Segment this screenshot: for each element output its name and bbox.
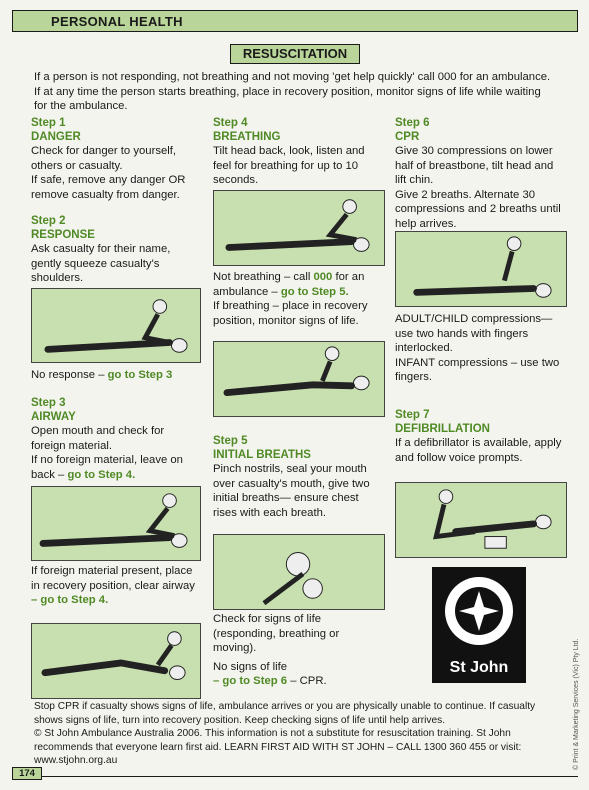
step-number: Step 6 xyxy=(395,117,430,129)
step-name: DEFIBRILLATION xyxy=(395,423,490,435)
step-6 xyxy=(395,116,567,231)
step-4-result: Not breathing – call 000 for an ambulance – go to Step 5. If breathing – place in recovery position, monitor signs of life. xyxy=(213,271,368,327)
defibrillator-icon xyxy=(396,483,566,557)
illustration-cpr xyxy=(395,231,567,307)
step-name: BREATHING xyxy=(213,131,281,143)
step-4 xyxy=(213,116,385,188)
goto-step-4-link: – go to Step 4. xyxy=(31,594,109,606)
logo-text: St John xyxy=(449,659,509,676)
footer-note: Stop CPR if casualty shows signs of life, ambulance arrives or you are physically unable to continue. If casualty shows signs of life, turn into recovery position. Keep checking signs of life until help arrives. xyxy=(34,701,536,726)
step-number: Step 7 xyxy=(395,409,430,421)
footer-copyright: © St John Ambulance Australia 2006. This information is not a substitute for resuscitation training. St John recommends that everyone learn first aid. LEARN FIRST AID WITH ST JOHN – CALL 1300 360 455 or visit: www.stjohn.org.au xyxy=(34,728,522,766)
step-6-result: ADULT/CHILD compressions—use two hands with fingers interlocked. INFANT compressions – use two fingers. xyxy=(395,313,560,383)
illustration-breathing xyxy=(213,190,385,266)
page-title: RESUSCITATION xyxy=(230,44,360,64)
step-text: Check for danger to yourself, others or casualty. xyxy=(31,145,177,172)
goto-step-6-link: – go to Step 6 xyxy=(213,675,288,687)
step-text: If a defibrillator is available, apply and follow voice prompts. xyxy=(395,437,562,464)
step-7 xyxy=(395,408,567,465)
step-number: Step 5 xyxy=(213,435,248,447)
step-number: Step 4 xyxy=(213,117,248,129)
footer xyxy=(34,700,559,768)
step-text: Give 2 breaths. Alternate 30 compressions and 2 breaths until help arrives. xyxy=(395,188,561,230)
illustration-defibrillation xyxy=(395,482,567,558)
intro-text: If a person is not responding, not breathing and not moving 'get help quickly' call 000 for an ambulance. If at any time the person starts breathing, place in recovery position, monitor signs of life while waiting for the ambulance. xyxy=(34,71,551,112)
section-header xyxy=(12,10,578,32)
side-credit: © Print & Marketing Services (Vic) Pty Ltd. xyxy=(573,638,580,770)
step-5-result: Check for signs of life (responding, breathing or moving). No signs of life – go to Step 6 – CPR. xyxy=(213,613,340,687)
step-text: Ask casualty for their name, gently squeeze casualty's shoulders. xyxy=(31,243,171,284)
recovery-position-icon xyxy=(214,342,384,416)
goto-step-5-link: go to Step 5. xyxy=(280,285,349,298)
illustration-response xyxy=(31,288,201,363)
step-name: AIRWAY xyxy=(31,411,76,423)
illustration-airway xyxy=(31,486,201,561)
step-text: If safe, remove any danger OR remove casualty from danger. xyxy=(31,174,186,201)
bottom-divider xyxy=(42,776,578,777)
casualty-figure-icon xyxy=(32,487,200,560)
step-1 xyxy=(31,116,201,202)
step-3-result: If foreign material present, place in recovery position, clear airway – go to Step 4. xyxy=(31,565,195,606)
cpr-compression-icon xyxy=(396,232,566,306)
casualty-figure-icon xyxy=(32,289,200,362)
step-text: Pinch nostrils, seal your mouth over casualty's mouth, give two initial breaths— ensure chest rises with each breath. xyxy=(213,463,370,519)
step-2-result: No response – go to Step 3 xyxy=(31,369,173,381)
recovery-position-icon xyxy=(32,624,200,698)
step-name: INITIAL BREATHS xyxy=(213,449,311,461)
goto-step-3-link: go to Step 3 xyxy=(107,369,173,381)
illustration-recovery xyxy=(31,623,201,699)
step-text: If no foreign material, leave on back – go to Step 4. xyxy=(31,454,183,481)
step-number: Step 3 xyxy=(31,397,66,409)
illustration-recovery-2 xyxy=(213,341,385,417)
step-5 xyxy=(213,434,385,520)
step-name: CPR xyxy=(395,131,420,143)
illustration-initial-breaths xyxy=(213,534,385,610)
goto-step-4-link: go to Step 4. xyxy=(67,468,136,481)
step-name: DANGER xyxy=(31,131,81,143)
step-text: Open mouth and check for foreign material. xyxy=(31,425,165,452)
page-number: 174 xyxy=(12,767,42,780)
mouth-to-mouth-icon xyxy=(214,535,384,609)
step-number: Step 2 xyxy=(31,215,66,227)
step-text: Give 30 compressions on lower half of breastbone, tilt head and lift chin. xyxy=(395,145,554,186)
step-number: Step 1 xyxy=(31,117,66,129)
step-name: RESPONSE xyxy=(31,229,95,241)
st-john-logo xyxy=(432,567,526,683)
step-text: Tilt head back, look, listen and feel for breathing for up to 10 seconds. xyxy=(213,145,365,186)
step-2 xyxy=(31,214,201,286)
step-3 xyxy=(31,396,201,482)
section-title: PERSONAL HEALTH xyxy=(51,14,183,29)
casualty-figure-icon xyxy=(214,191,384,265)
